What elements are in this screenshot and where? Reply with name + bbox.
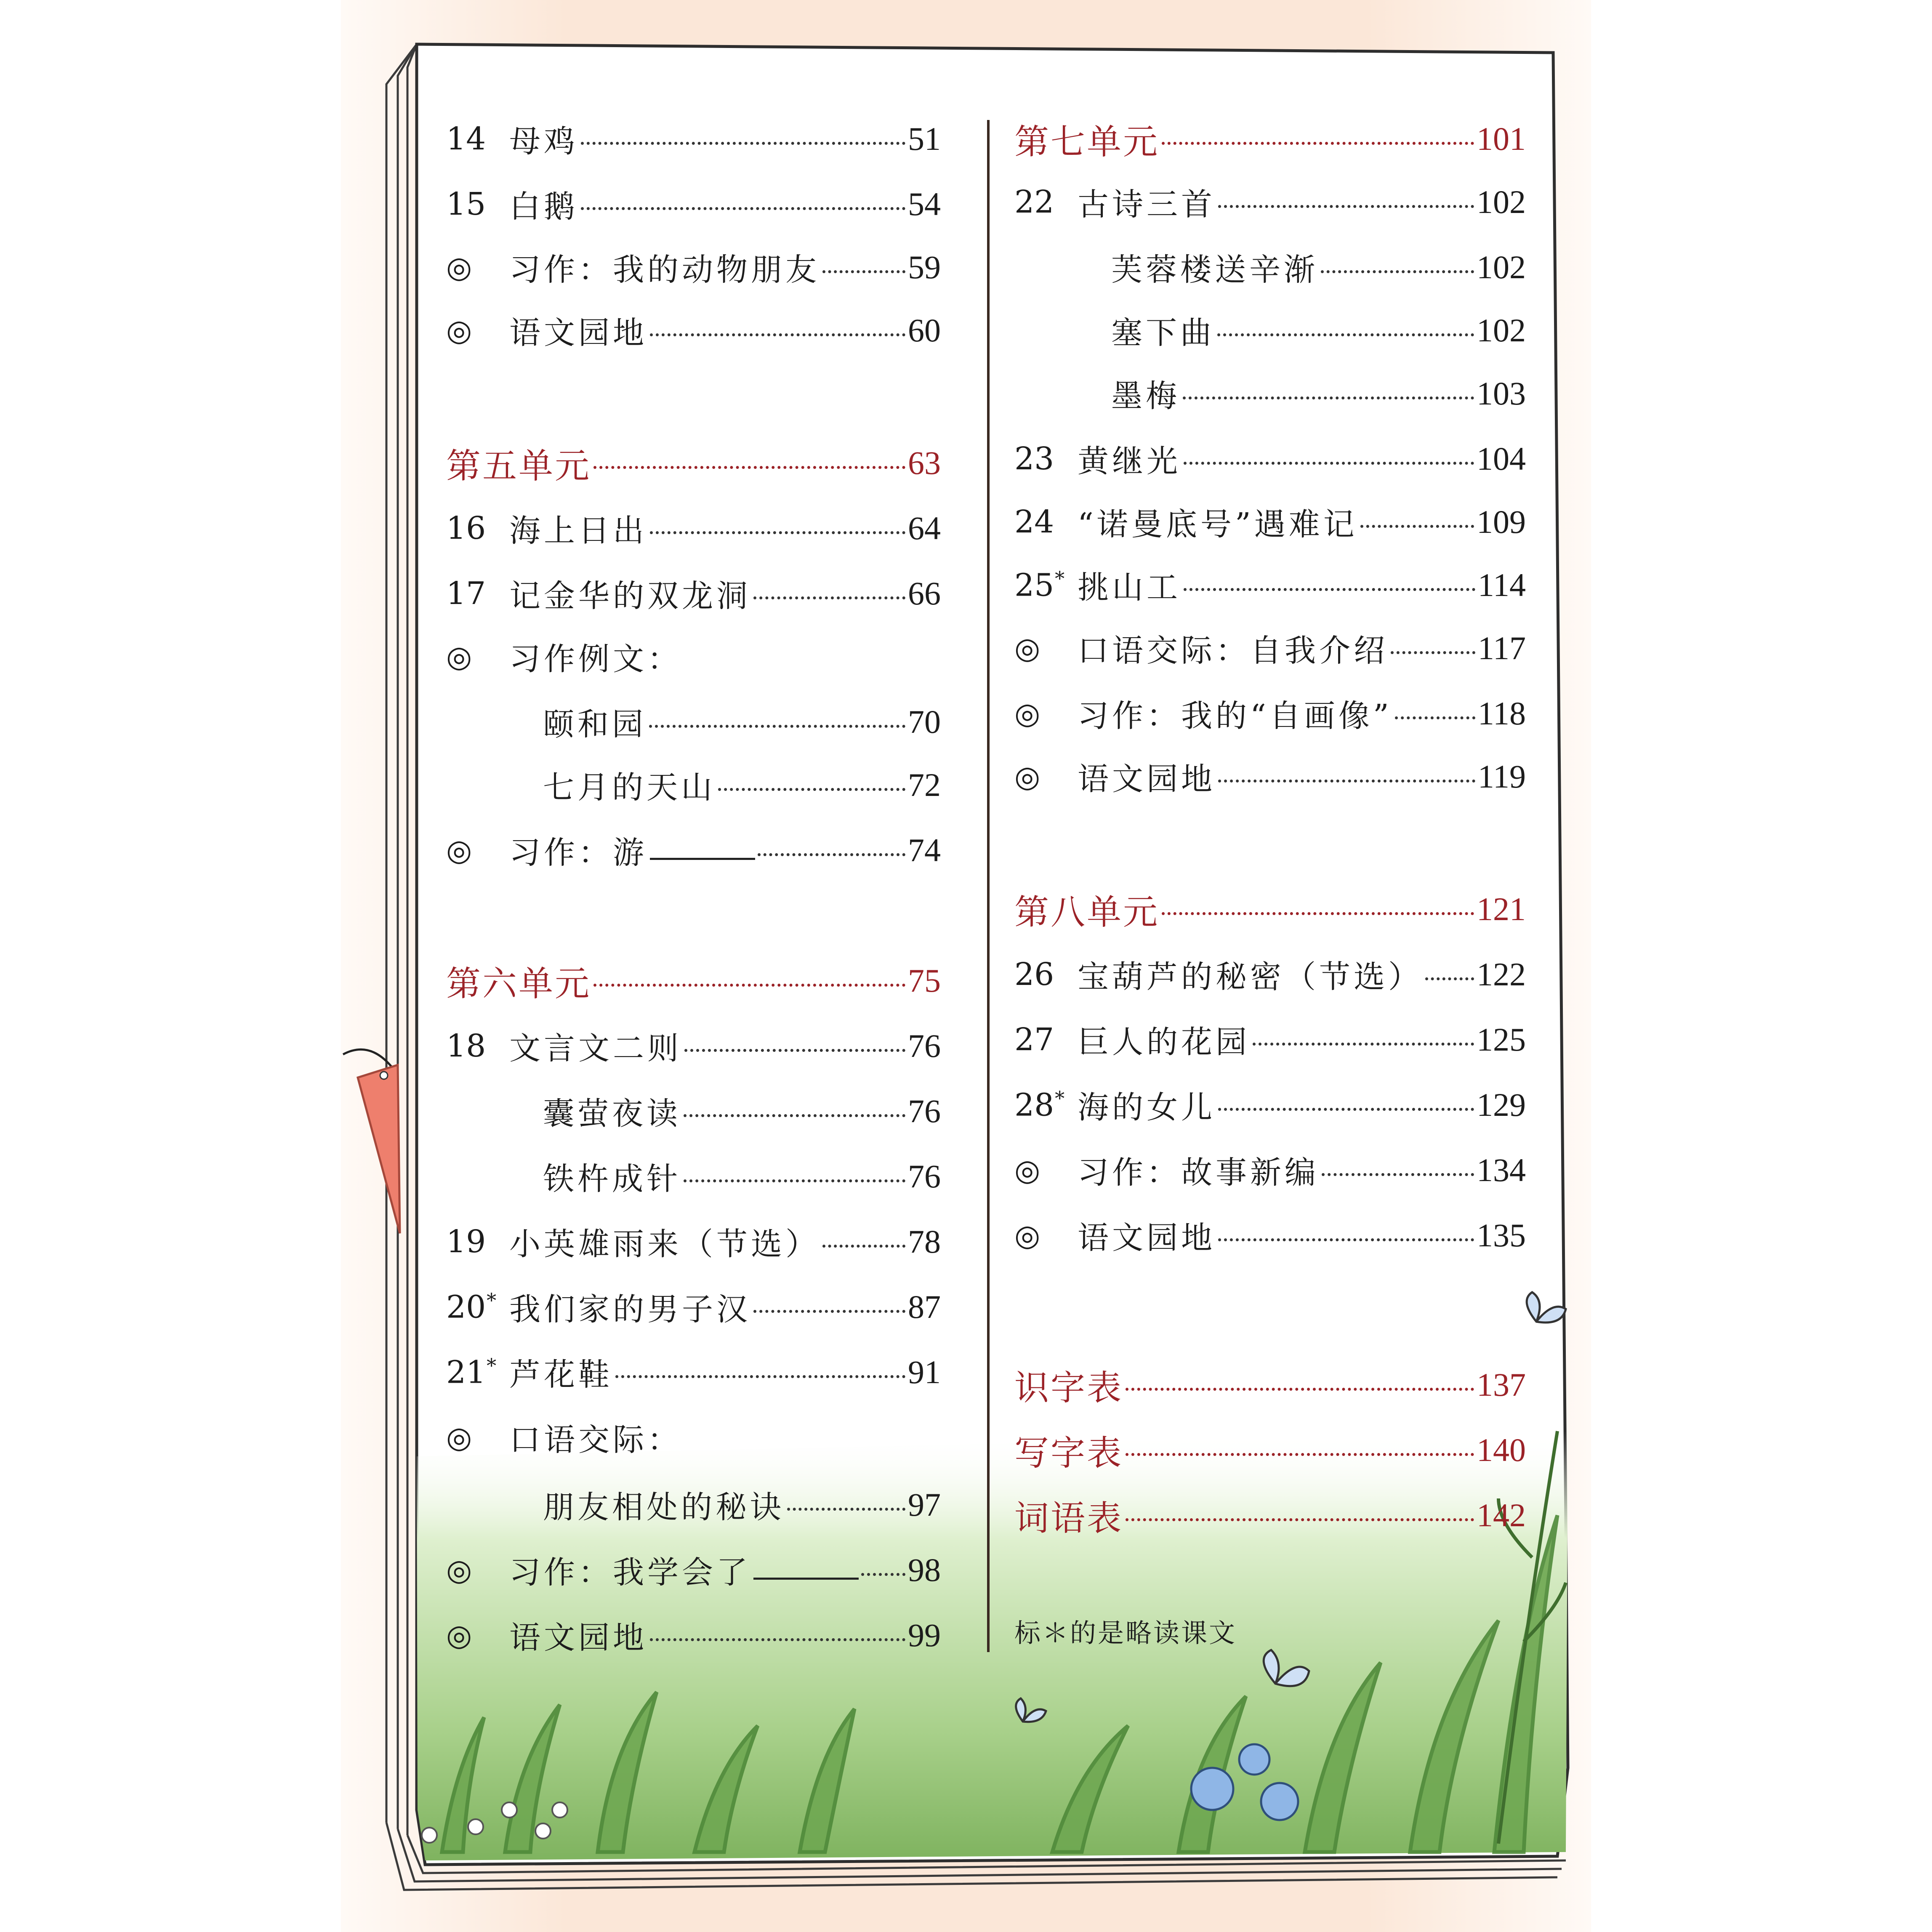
- toc-entry-item[interactable]: [446, 631, 941, 682]
- dot-leader: [1126, 1518, 1474, 1521]
- entry-title: 朋友相处的秘诀: [543, 1489, 785, 1525]
- toc-entry-lesson[interactable]: [1014, 177, 1526, 227]
- page-number: 102: [1477, 249, 1526, 285]
- entry-title: 习作：我学会了: [509, 1554, 751, 1591]
- bullet-icon: ◎: [1014, 1153, 1041, 1187]
- entry-title: 口语交际：: [509, 1422, 682, 1458]
- skim-reading-star: *: [487, 1288, 497, 1312]
- lesson-number: 26: [1014, 956, 1054, 993]
- skim-reading-star: *: [1055, 1086, 1065, 1110]
- entry-title: 海的女儿: [1078, 1089, 1216, 1126]
- toc-entry-sub[interactable]: [1014, 368, 1526, 419]
- lesson-number: 23: [1014, 441, 1054, 477]
- toc-entry-sub[interactable]: [446, 1151, 941, 1202]
- entry-title: 第七单元: [1014, 122, 1160, 162]
- page-number: 75: [908, 962, 941, 999]
- page-number: 70: [908, 703, 941, 740]
- entry-title: 铁杵成针: [543, 1161, 681, 1197]
- page-number: 91: [908, 1354, 941, 1390]
- entry-title: 白鹅: [509, 189, 578, 225]
- dot-leader: [1217, 333, 1474, 336]
- bullet-icon: ◎: [446, 833, 472, 868]
- entry-title: 习作：故事新编: [1078, 1155, 1319, 1191]
- toc-entry-sub[interactable]: [446, 1086, 941, 1136]
- page-number: 129: [1477, 1086, 1526, 1123]
- lesson-number: 19: [446, 1224, 486, 1260]
- lesson-number: 15: [446, 186, 486, 222]
- page-number: 78: [908, 1223, 941, 1260]
- entry-title: 第五单元: [446, 446, 591, 486]
- toc-entry-sub[interactable]: [1014, 242, 1526, 293]
- page-number: 59: [908, 249, 941, 285]
- page-number: 99: [908, 1617, 941, 1653]
- toc-entry-item[interactable]: [1014, 688, 1526, 739]
- entry-title: 口语交际：自我介绍: [1078, 633, 1388, 669]
- dot-leader: [650, 1638, 905, 1641]
- dot-leader: [1218, 780, 1475, 782]
- dot-leader: [1391, 651, 1475, 654]
- page-number: 140: [1477, 1432, 1526, 1468]
- entry-title: 黄继光: [1078, 443, 1181, 479]
- dot-leader: [581, 207, 905, 210]
- entry-title: 塞下曲: [1111, 315, 1215, 351]
- fill-in-blank: [753, 1561, 859, 1580]
- toc-entry-unit[interactable]: [1014, 1490, 1526, 1541]
- page-number: 134: [1477, 1152, 1526, 1188]
- skim-reading-star: *: [1055, 567, 1065, 590]
- dot-leader: [581, 142, 905, 145]
- toc-entry-item[interactable]: [446, 305, 941, 356]
- entry-title: 我们家的男子汉: [509, 1291, 751, 1328]
- toc-entry-lesson[interactable]: [446, 1282, 941, 1332]
- page-number: 135: [1477, 1217, 1526, 1253]
- dot-leader: [650, 333, 905, 336]
- lesson-number: 27: [1014, 1022, 1054, 1058]
- entry-title: 习作：我的“自画像”: [1078, 698, 1392, 734]
- toc-right-column: [1014, 114, 1526, 1654]
- bullet-icon: ◎: [446, 1553, 472, 1587]
- page-number: 117: [1477, 630, 1526, 666]
- skim-reading-note: 标＊的是略读课文: [1014, 1618, 1237, 1648]
- entry-title: 挑山工: [1078, 569, 1181, 606]
- dot-leader: [1184, 462, 1474, 465]
- bullet-icon: ◎: [1014, 759, 1041, 794]
- entry-title: 习作：游: [509, 835, 647, 871]
- page-number: 109: [1477, 503, 1526, 540]
- dot-leader: [1395, 716, 1475, 719]
- entry-title: 习作例文：: [509, 641, 682, 677]
- bullet-icon: ◎: [446, 313, 472, 348]
- entry-title: 海上日出: [509, 513, 647, 549]
- toc-entry-lesson[interactable]: [1014, 434, 1526, 484]
- lesson-number: 28: [1014, 1087, 1054, 1123]
- page-number: 122: [1477, 956, 1526, 993]
- toc-left-column: [446, 114, 941, 1654]
- page-number: 60: [908, 312, 941, 349]
- bullet-icon: ◎: [446, 1618, 472, 1653]
- toc-entry-item[interactable]: [1014, 623, 1526, 673]
- page-number: 142: [1477, 1497, 1526, 1533]
- entry-title: 写字表: [1014, 1433, 1123, 1473]
- dot-leader: [861, 1573, 905, 1576]
- bullet-icon: ◎: [1014, 696, 1041, 731]
- toc-entry-item[interactable]: [1014, 751, 1526, 802]
- toc-entry-lesson[interactable]: [1014, 1080, 1526, 1130]
- page-number: 63: [908, 444, 941, 481]
- dot-leader: [1162, 142, 1474, 145]
- page-number: 102: [1477, 312, 1526, 349]
- dot-leader: [684, 1049, 905, 1052]
- entry-title: 语文园地: [1078, 1220, 1216, 1256]
- page-number: 114: [1477, 567, 1526, 603]
- entry-title: 囊萤夜读: [543, 1096, 681, 1132]
- toc-entry-lesson[interactable]: [446, 114, 941, 164]
- page-number: 51: [908, 120, 941, 157]
- dot-leader: [1253, 1043, 1474, 1046]
- entry-title: 颐和园: [543, 706, 647, 742]
- page-number: 137: [1477, 1366, 1526, 1403]
- page-number: 104: [1477, 440, 1526, 477]
- column-divider: [987, 120, 990, 1652]
- toc-entry-sub[interactable]: [1014, 305, 1526, 356]
- page-number: 87: [908, 1288, 941, 1325]
- entry-title: 小英雄雨来（节选）: [509, 1226, 820, 1262]
- page-number: 125: [1477, 1021, 1526, 1058]
- dot-leader: [1218, 205, 1474, 208]
- entry-title: 识字表: [1014, 1368, 1123, 1408]
- page-number: 103: [1477, 375, 1526, 412]
- dot-leader: [1183, 397, 1474, 399]
- entry-title: 习作：我的动物朋友: [509, 252, 820, 288]
- lesson-number: 22: [1014, 184, 1054, 220]
- toc-entry-item[interactable]: [446, 825, 941, 876]
- toc-entry-lesson[interactable]: [446, 1216, 941, 1267]
- toc-entry-unit[interactable]: [446, 438, 941, 488]
- entry-title: 语文园地: [1078, 761, 1216, 797]
- page-number: 101: [1477, 120, 1526, 157]
- page-number: 76: [908, 1093, 941, 1129]
- toc-entry-lesson[interactable]: [446, 503, 941, 554]
- dot-leader: [650, 531, 905, 534]
- skim-reading-star: *: [487, 1354, 497, 1377]
- dot-leader: [753, 1310, 905, 1313]
- toc-entry-item[interactable]: [446, 1545, 941, 1595]
- dot-leader: [1218, 1238, 1474, 1241]
- bullet-icon: ◎: [446, 639, 472, 674]
- toc-entry-unit[interactable]: [1014, 884, 1526, 934]
- page-number: 98: [908, 1551, 941, 1588]
- toc-entry-sub[interactable]: [446, 1480, 941, 1530]
- page-number: 72: [908, 766, 941, 803]
- entry-title: 墨梅: [1111, 378, 1180, 414]
- dot-leader: [1126, 1453, 1474, 1456]
- lesson-number: 21: [446, 1354, 486, 1391]
- entry-title: 巨人的花园: [1078, 1024, 1250, 1060]
- dot-leader: [1184, 588, 1475, 591]
- toc-entry-lesson[interactable]: [446, 1347, 941, 1397]
- entry-title: 语文园地: [509, 1620, 647, 1656]
- dot-leader: [1425, 977, 1474, 980]
- toc-entry-item[interactable]: [446, 1412, 941, 1463]
- entry-title: 七月的天山: [543, 769, 716, 806]
- bullet-icon: ◎: [1014, 631, 1041, 665]
- entry-title: 古诗三首: [1078, 186, 1216, 223]
- entry-title: 芦花鞋: [509, 1357, 613, 1393]
- toc-entry-unit[interactable]: [1014, 114, 1526, 164]
- dot-leader: [1321, 270, 1474, 273]
- toc-entry-item[interactable]: [446, 1610, 941, 1661]
- page-number: 119: [1477, 758, 1526, 795]
- toc-entry-lesson[interactable]: [1014, 1014, 1526, 1065]
- lesson-number: 20: [446, 1289, 486, 1325]
- dot-leader: [1162, 912, 1474, 915]
- bullet-icon: ◎: [446, 1420, 472, 1455]
- page-number: 118: [1477, 695, 1526, 732]
- lesson-number-wrap: [446, 1289, 509, 1325]
- lesson-number: 24: [1014, 504, 1054, 540]
- dot-leader: [1322, 1173, 1474, 1176]
- dot-leader: [787, 1508, 905, 1511]
- toc-entry-lesson[interactable]: [446, 568, 941, 619]
- page-number: 54: [908, 186, 941, 222]
- toc-entry-unit[interactable]: [1014, 1425, 1526, 1475]
- entry-title: 文言文二则: [509, 1030, 682, 1067]
- dot-leader: [822, 1245, 905, 1248]
- dot-leader: [1360, 525, 1474, 528]
- entry-title: 记金华的双龙洞: [509, 578, 751, 614]
- toc-entry-lesson[interactable]: [1014, 497, 1526, 547]
- lesson-number-wrap: [1014, 1087, 1078, 1123]
- entry-title: “诺曼底号”遇难记: [1078, 506, 1358, 543]
- toc-entry-lesson[interactable]: [1014, 949, 1526, 1000]
- dot-leader: [822, 270, 905, 273]
- page-number: 64: [908, 510, 941, 546]
- lesson-number: 17: [446, 575, 486, 612]
- dot-leader: [684, 1179, 905, 1182]
- entry-title: 词语表: [1014, 1498, 1123, 1538]
- dot-leader: [684, 1114, 905, 1117]
- lesson-number: 14: [446, 121, 486, 157]
- page-number: 102: [1477, 184, 1526, 220]
- bullet-icon: ◎: [446, 250, 472, 285]
- lesson-number: 16: [446, 510, 486, 546]
- lesson-number: 25: [1014, 567, 1054, 604]
- lesson-number: 18: [446, 1028, 486, 1064]
- toc-entry-unit[interactable]: [1014, 1360, 1526, 1410]
- toc-entry-lesson[interactable]: [1014, 560, 1526, 610]
- page-number: 74: [908, 832, 941, 868]
- dot-leader: [593, 466, 905, 469]
- dot-leader: [1218, 1108, 1474, 1111]
- toc-entry-item[interactable]: [1014, 1210, 1526, 1261]
- dot-leader: [758, 853, 905, 856]
- page-number: 121: [1477, 891, 1526, 927]
- dot-leader: [649, 725, 905, 728]
- toc-entry-item[interactable]: [446, 242, 941, 293]
- bullet-icon: ◎: [1014, 1218, 1041, 1253]
- dot-leader: [718, 788, 905, 791]
- toc-entry-item[interactable]: [1014, 1145, 1526, 1195]
- entry-title: 芙蓉楼送辛渐: [1111, 252, 1318, 288]
- entry-title: 母鸡: [509, 123, 578, 160]
- lesson-number-wrap: [446, 1354, 509, 1391]
- toc-entry-unit[interactable]: [446, 955, 941, 1006]
- dot-leader: [753, 596, 905, 599]
- fill-in-blank: [650, 841, 755, 860]
- entry-title: 第八单元: [1014, 892, 1160, 932]
- toc-entry-sub[interactable]: [446, 697, 941, 747]
- page-number: 76: [908, 1158, 941, 1195]
- entry-title: 语文园地: [509, 315, 647, 351]
- lesson-number-wrap: [1014, 567, 1078, 604]
- entry-title: 宝葫芦的秘密（节选）: [1078, 959, 1423, 995]
- dot-leader: [615, 1375, 905, 1378]
- dot-leader: [593, 984, 905, 987]
- page-number: 97: [908, 1486, 941, 1523]
- dot-leader: [1126, 1388, 1474, 1391]
- entry-title: 第六单元: [446, 963, 591, 1004]
- toc-entry-lesson[interactable]: [446, 1021, 941, 1071]
- toc-entry-lesson[interactable]: [446, 179, 941, 229]
- page-number: 76: [908, 1027, 941, 1064]
- toc-entry-sub[interactable]: [446, 760, 941, 810]
- page-number: 66: [908, 575, 941, 612]
